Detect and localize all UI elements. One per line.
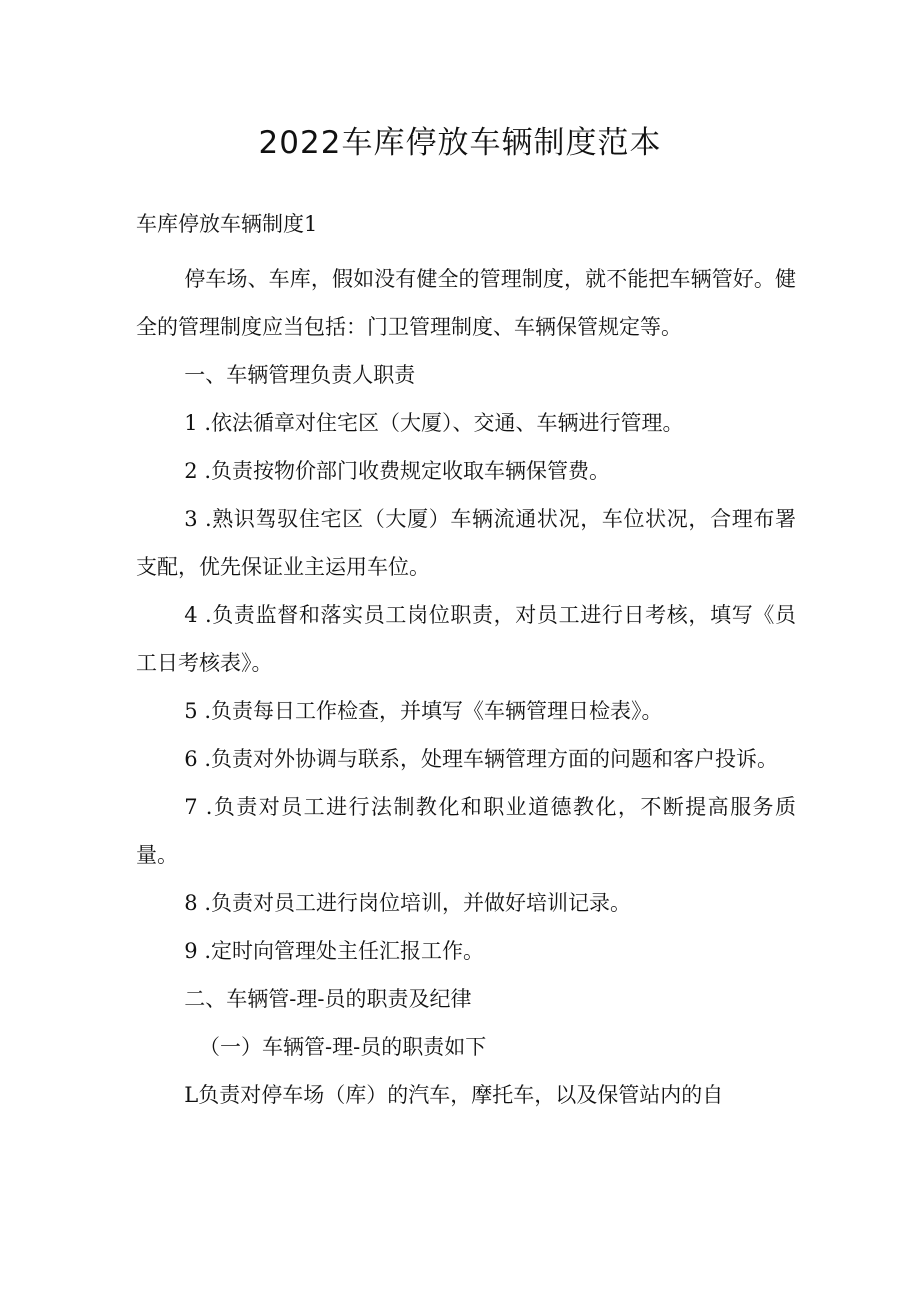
list-item-6: 6 .负责对外协调与联系，处理车辆管理方面的问题和客户投诉。 [184,747,779,771]
list-item-5: 5 .负责每日工作检查，并填写《车辆管理日检表》。 [184,699,663,723]
section-heading-2: 二、车辆管-理-员的职责及纪律 [184,987,472,1011]
list-item-4: 4 .负责监督和落实员工岗位职责，对员工进行日考核，填写《员工日考核表》。 [136,603,796,675]
list-item-7: 7 .负责对员工进行法制教化和职业道德教化，不断提高服务质量。 [136,795,796,867]
section-heading-1: 一、车辆管理负责人职责 [184,363,416,387]
list-item-2: 2 .负责按物价部门收费规定收取车辆保管费。 [184,459,611,483]
list-item-l: L负责对停车场（库）的汽车，摩托车，以及保管站内的自 [184,1083,724,1107]
document-subhead: 车库停放车辆制度1 [136,212,318,236]
subsection-heading-1: （一）车辆管-理-员的职责如下 [199,1035,487,1059]
document-title: 2022车库停放车辆制度范本 [258,125,662,161]
list-item-3: 3 .熟识驾驭住宅区（大厦）车辆流通状况，车位状况，合理布署支配，优先保证业主运用车位。 [136,507,796,579]
document-body [136,255,796,1119]
list-item-8: 8 .负责对员工进行岗位培训，并做好培训记录。 [184,891,632,915]
list-item-9: 9 .定时向管理处主任汇报工作。 [184,939,485,963]
list-item-1: 1 .依法循章对住宅区（大厦）、交通、车辆进行管理。 [184,411,684,435]
paragraph-intro: 停车场、车库，假如没有健全的管理制度，就不能把车辆管好。健全的管理制度应当包括：门卫管理制度、车辆保管规定等。 [136,267,796,339]
